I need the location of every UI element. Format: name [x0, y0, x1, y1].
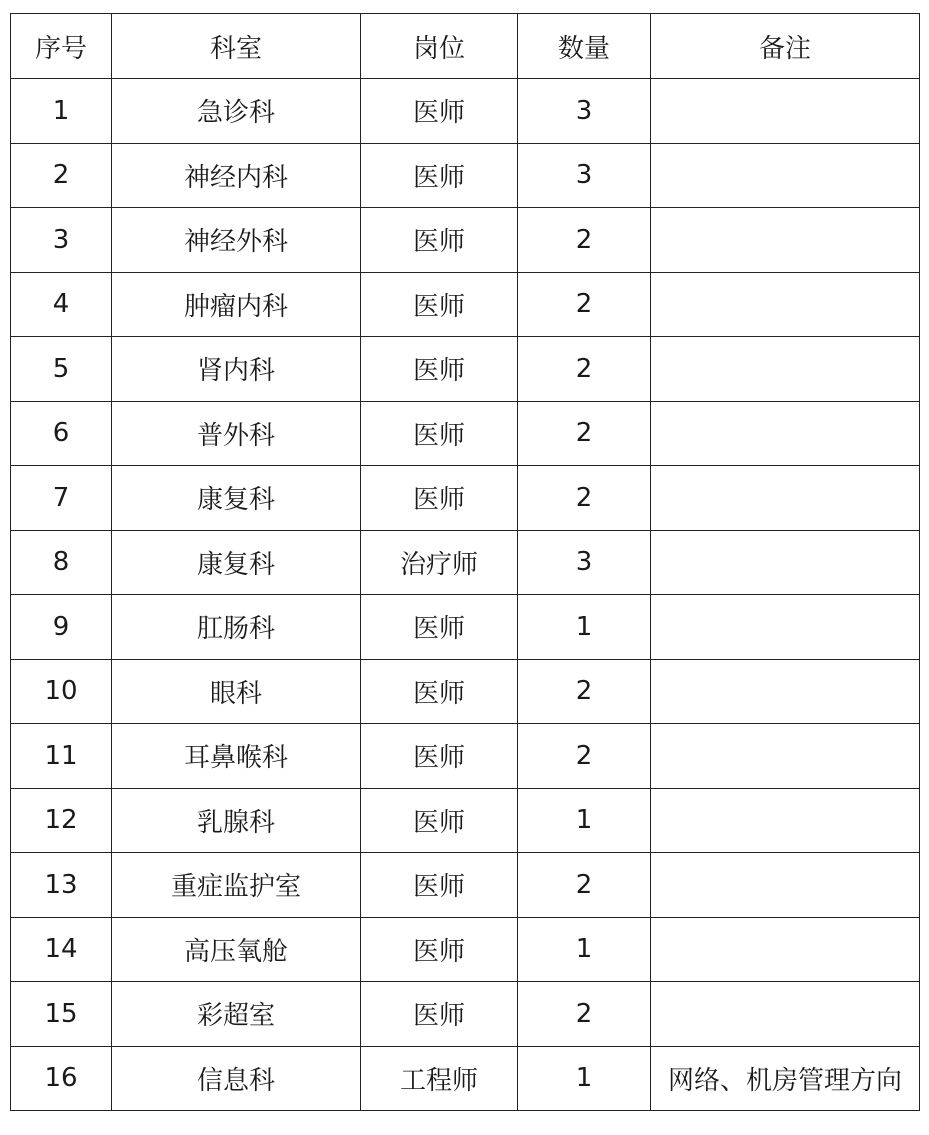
cell-remarks [651, 788, 920, 853]
cell-remarks [651, 79, 920, 144]
cell-index: 6 [11, 401, 112, 466]
cell-department: 肾内科 [112, 337, 361, 402]
cell-position: 医师 [361, 982, 518, 1047]
cell-index: 16 [11, 1046, 112, 1111]
cell-quantity: 2 [518, 272, 651, 337]
header-quantity: 数量 [518, 14, 651, 79]
cell-index: 12 [11, 788, 112, 853]
table-row [11, 917, 920, 982]
cell-quantity: 2 [518, 982, 651, 1047]
cell-quantity: 1 [518, 917, 651, 982]
cell-department: 信息科 [112, 1046, 361, 1111]
cell-position: 医师 [361, 788, 518, 853]
cell-index: 10 [11, 659, 112, 724]
cell-index: 2 [11, 143, 112, 208]
cell-index: 9 [11, 595, 112, 660]
cell-position: 医师 [361, 337, 518, 402]
cell-position: 医师 [361, 659, 518, 724]
table-row [11, 272, 920, 337]
table-row [11, 466, 920, 531]
cell-remarks: 网络、机房管理方向 [651, 1046, 920, 1111]
header-remarks: 备注 [651, 14, 920, 79]
cell-department: 耳鼻喉科 [112, 724, 361, 789]
cell-department: 神经外科 [112, 208, 361, 273]
cell-remarks [651, 853, 920, 918]
cell-index: 3 [11, 208, 112, 273]
cell-index: 13 [11, 853, 112, 918]
header-position: 岗位 [361, 14, 518, 79]
cell-position: 医师 [361, 401, 518, 466]
table-row [11, 208, 920, 273]
cell-department: 康复科 [112, 530, 361, 595]
cell-quantity: 2 [518, 466, 651, 531]
cell-department: 重症监护室 [112, 853, 361, 918]
cell-department: 彩超室 [112, 982, 361, 1047]
cell-remarks [651, 208, 920, 273]
cell-remarks [651, 337, 920, 402]
cell-quantity: 1 [518, 1046, 651, 1111]
cell-position: 医师 [361, 79, 518, 144]
table-row [11, 595, 920, 660]
cell-quantity: 2 [518, 724, 651, 789]
cell-remarks [651, 530, 920, 595]
cell-position: 治疗师 [361, 530, 518, 595]
cell-position: 医师 [361, 272, 518, 337]
cell-department: 乳腺科 [112, 788, 361, 853]
cell-department: 高压氧舱 [112, 917, 361, 982]
table-row [11, 982, 920, 1047]
cell-index: 15 [11, 982, 112, 1047]
cell-remarks [651, 917, 920, 982]
cell-position: 工程师 [361, 1046, 518, 1111]
cell-remarks [651, 982, 920, 1047]
cell-index: 7 [11, 466, 112, 531]
table-row [11, 659, 920, 724]
cell-department: 神经内科 [112, 143, 361, 208]
cell-remarks [651, 401, 920, 466]
table-row [11, 530, 920, 595]
table-row [11, 1046, 920, 1111]
cell-quantity: 1 [518, 788, 651, 853]
cell-quantity: 2 [518, 659, 651, 724]
cell-quantity: 3 [518, 143, 651, 208]
table-row [11, 724, 920, 789]
cell-index: 14 [11, 917, 112, 982]
cell-department: 肛肠科 [112, 595, 361, 660]
table-row [11, 143, 920, 208]
cell-index: 1 [11, 79, 112, 144]
cell-position: 医师 [361, 917, 518, 982]
cell-position: 医师 [361, 143, 518, 208]
recruitment-table [10, 13, 920, 1111]
cell-department: 普外科 [112, 401, 361, 466]
cell-remarks [651, 595, 920, 660]
cell-position: 医师 [361, 595, 518, 660]
cell-index: 4 [11, 272, 112, 337]
header-department: 科室 [112, 14, 361, 79]
cell-quantity: 2 [518, 337, 651, 402]
cell-position: 医师 [361, 724, 518, 789]
cell-department: 肿瘤内科 [112, 272, 361, 337]
cell-quantity: 2 [518, 853, 651, 918]
table-row [11, 401, 920, 466]
cell-remarks [651, 659, 920, 724]
cell-remarks [651, 143, 920, 208]
cell-remarks [651, 272, 920, 337]
cell-quantity: 1 [518, 595, 651, 660]
table-row [11, 788, 920, 853]
cell-index: 5 [11, 337, 112, 402]
cell-quantity: 3 [518, 79, 651, 144]
table-row [11, 853, 920, 918]
cell-position: 医师 [361, 466, 518, 531]
cell-department: 康复科 [112, 466, 361, 531]
cell-quantity: 2 [518, 401, 651, 466]
cell-position: 医师 [361, 853, 518, 918]
cell-quantity: 3 [518, 530, 651, 595]
cell-department: 急诊科 [112, 79, 361, 144]
cell-index: 11 [11, 724, 112, 789]
header-index: 序号 [11, 14, 112, 79]
cell-remarks [651, 724, 920, 789]
cell-quantity: 2 [518, 208, 651, 273]
cell-position: 医师 [361, 208, 518, 273]
table-row [11, 79, 920, 144]
cell-department: 眼科 [112, 659, 361, 724]
cell-index: 8 [11, 530, 112, 595]
header-row [11, 14, 920, 79]
table-row [11, 337, 920, 402]
cell-remarks [651, 466, 920, 531]
